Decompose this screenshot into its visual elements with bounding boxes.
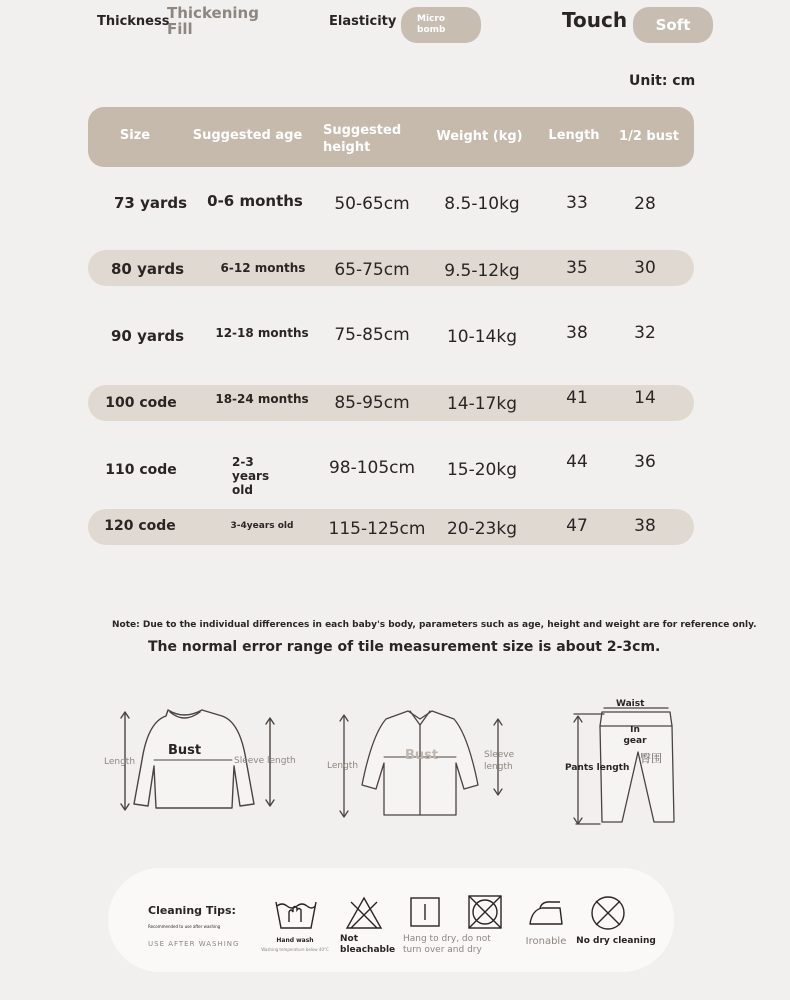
table-cell-length: 41 xyxy=(566,388,588,408)
table-cell-length: 44 xyxy=(566,452,588,472)
table-cell-height: 115-125cm xyxy=(328,519,426,539)
thickness-value: Thickening Fill xyxy=(167,4,259,38)
table-cell-height: 65-75cm xyxy=(334,260,410,280)
table-cell-age: 12-18 months xyxy=(215,326,309,340)
no-dry-clean-label: No dry cleaning xyxy=(576,936,656,946)
no-bleach-label: Not bleachable xyxy=(340,934,396,955)
table-cell-bust: 32 xyxy=(634,323,656,343)
hand-wash-sub: Washing temperature below 40°C xyxy=(261,947,329,952)
table-cell-height: 98-105cm xyxy=(328,458,416,478)
iron-icon xyxy=(526,898,566,928)
error-range-note: The normal error range of tile measurement size is about 2-3cm. xyxy=(148,639,661,655)
table-cell-length: 47 xyxy=(566,516,588,536)
reference-note: Note: Due to the individual differences in each baby's body, parameters such as age, height and weight are for reference only. xyxy=(112,620,757,630)
table-cell-size: 120 code xyxy=(104,518,176,534)
pants-back-label: 臀围 xyxy=(640,752,662,765)
touch-pill xyxy=(633,7,713,43)
header-age: Suggested age xyxy=(192,128,303,143)
hang-dry-label: Hang to dry, do not turn over and dry xyxy=(403,934,491,955)
table-cell-age: 0-6 months xyxy=(207,192,303,210)
no-bleach-icon xyxy=(345,896,383,930)
table-cell-size: 110 code xyxy=(105,462,177,478)
hand-wash-icon xyxy=(273,896,319,932)
table-cell-weight: 10-14kg xyxy=(446,327,518,347)
pants-length-label: Pants length xyxy=(565,763,630,773)
sweater-length-label: Length xyxy=(104,757,136,767)
no-tumble-dry-icon xyxy=(467,894,503,930)
pants-waist-label: Waist xyxy=(616,699,645,709)
sweater-bust-label: Bust xyxy=(168,743,202,758)
elasticity-pill xyxy=(401,7,481,43)
table-cell-weight: 9.5-12kg xyxy=(444,261,520,281)
thickness-label: Thickness xyxy=(97,14,170,29)
table-cell-size: 73 yards xyxy=(113,194,188,212)
pants-gear-label: In gear xyxy=(623,725,647,746)
header-bust: 1/2 bust xyxy=(619,129,679,144)
table-cell-weight: 14-17kg xyxy=(446,394,518,414)
table-cell-length: 38 xyxy=(566,323,588,343)
elasticity-value: Micro bomb xyxy=(417,14,446,35)
table-cell-bust: 30 xyxy=(634,258,656,278)
sweater-sleeve-label: Sleeve length xyxy=(234,756,296,766)
table-cell-weight: 15-20kg xyxy=(446,460,518,480)
table-cell-length: 33 xyxy=(566,193,588,213)
table-cell-size: 90 yards xyxy=(110,327,185,345)
table-cell-bust: 14 xyxy=(634,388,656,408)
elasticity-label: Elasticity xyxy=(329,14,397,29)
touch-label: Touch xyxy=(562,8,628,32)
touch-value: Soft xyxy=(655,16,691,34)
unit-label: Unit: cm xyxy=(629,73,696,89)
header-length: Length xyxy=(548,128,600,143)
table-cell-bust: 36 xyxy=(634,452,656,472)
table-cell-age: 2-3 years old xyxy=(232,455,270,497)
cleaning-title: Cleaning Tips: xyxy=(148,904,236,917)
no-dry-clean-icon xyxy=(589,894,627,932)
table-cell-age: 18-24 months xyxy=(215,392,309,406)
table-cell-length: 35 xyxy=(566,258,588,278)
header-weight: Weight (kg) xyxy=(436,129,523,144)
table-cell-age: 6-12 months xyxy=(220,261,306,275)
hang-dry-icon xyxy=(409,896,441,928)
use-after-washing: USE AFTER WASHING xyxy=(148,940,240,948)
table-cell-weight: 20-23kg xyxy=(446,519,518,539)
shirt-length-label: Length xyxy=(327,761,359,771)
table-cell-height: 85-95cm xyxy=(334,393,410,413)
shirt-bust-label: Bust xyxy=(405,748,439,763)
table-cell-height: 50-65cm xyxy=(334,194,410,214)
shirt-sleeve-label: Sleeve length xyxy=(484,750,515,772)
table-cell-weight: 8.5-10kg xyxy=(444,194,520,214)
table-cell-bust: 28 xyxy=(634,194,656,214)
iron-label: Ironable xyxy=(525,936,567,947)
header-height: Suggested height xyxy=(323,123,402,155)
table-cell-height: 75-85cm xyxy=(334,325,410,345)
header-size: Size xyxy=(119,128,151,143)
hand-wash-label: Hand wash xyxy=(276,937,314,944)
table-cell-size: 80 yards xyxy=(110,260,185,278)
table-cell-size: 100 code xyxy=(105,395,177,411)
cleaning-subtitle: Recommended to use after washing xyxy=(148,924,221,929)
table-cell-bust: 38 xyxy=(634,516,656,536)
table-cell-age: 3-4years old xyxy=(230,521,294,531)
